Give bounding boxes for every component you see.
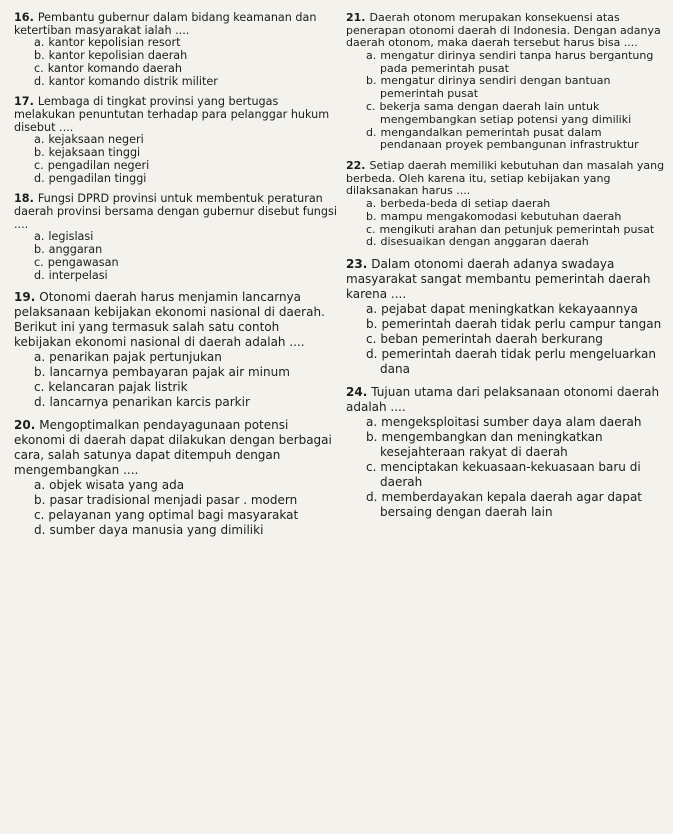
option-label: d. bbox=[34, 74, 45, 88]
question-stem bbox=[14, 193, 338, 231]
option-text: kelancaran pajak listrik bbox=[48, 380, 188, 395]
option-text: interpelasi bbox=[48, 268, 108, 282]
option-list bbox=[34, 231, 338, 282]
option-label: b. bbox=[366, 317, 378, 332]
option-list bbox=[34, 134, 338, 185]
option-label: c. bbox=[34, 508, 45, 523]
option-a[interactable] bbox=[34, 350, 338, 365]
option-c[interactable] bbox=[366, 101, 666, 127]
option-b[interactable] bbox=[366, 430, 666, 460]
option-label: b. bbox=[34, 242, 45, 256]
option-d[interactable] bbox=[366, 236, 666, 249]
question-number: 23. bbox=[346, 257, 368, 272]
option-list bbox=[34, 37, 338, 88]
question-24 bbox=[346, 385, 666, 520]
option-b[interactable] bbox=[34, 365, 338, 380]
option-b[interactable] bbox=[366, 75, 666, 101]
option-label: b. bbox=[366, 209, 377, 223]
question-text: Mengoptimalkan pendayagunaan potensi ekonomi di daerah dapat dilakukan dengan berbagai cara, salah satunya dapat ditempuh dengan mengembangkan .... bbox=[14, 418, 332, 478]
option-a[interactable] bbox=[366, 50, 666, 76]
question-number: 24. bbox=[346, 385, 368, 400]
option-list bbox=[34, 478, 338, 538]
option-d[interactable] bbox=[34, 76, 338, 89]
question-text: Daerah otonom merupakan konsekuensi atas penerapan otonomi daerah di Indonesia. Dengan adanya daerah otonom, maka daerah tersebut harus bisa .... bbox=[346, 11, 661, 50]
question-23 bbox=[346, 257, 666, 377]
option-text: kejaksaan negeri bbox=[48, 133, 144, 147]
option-text: pengadilan negeri bbox=[47, 158, 150, 172]
option-d[interactable] bbox=[366, 490, 666, 520]
option-label: a. bbox=[366, 415, 378, 430]
option-label: a. bbox=[366, 196, 377, 210]
question-17 bbox=[14, 96, 338, 185]
question-16 bbox=[14, 12, 338, 88]
option-label: d. bbox=[34, 523, 46, 538]
option-label: a. bbox=[366, 302, 378, 317]
question-20 bbox=[14, 418, 338, 538]
option-text: mengembangkan dan meningkatkan kesejahteraan rakyat di daerah bbox=[380, 430, 603, 460]
question-stem bbox=[14, 12, 338, 37]
option-text: mengatur dirinya sendiri dengan bantuan pemerintah pusat bbox=[380, 74, 611, 101]
question-stem bbox=[14, 418, 338, 478]
option-text: berbeda-beda di setiap daerah bbox=[380, 196, 551, 210]
option-label: c. bbox=[366, 99, 376, 113]
option-text: legislasi bbox=[48, 230, 94, 244]
question-number: 22. bbox=[346, 159, 366, 173]
option-list bbox=[34, 350, 338, 410]
option-text: sumber daya manusia yang dimiliki bbox=[49, 523, 264, 538]
option-label: c. bbox=[34, 255, 44, 269]
question-18 bbox=[14, 193, 338, 282]
option-text: kantor komando daerah bbox=[47, 61, 182, 75]
option-d[interactable] bbox=[366, 127, 666, 153]
question-number: 20. bbox=[14, 418, 36, 433]
option-list bbox=[366, 415, 666, 520]
option-text: kantor kepolisian daerah bbox=[48, 48, 188, 62]
option-label: d. bbox=[366, 490, 378, 505]
option-label: c. bbox=[366, 460, 377, 475]
question-text: Tujuan utama dari pelaksanaan otonomi daerah adalah .... bbox=[346, 385, 660, 415]
option-label: a. bbox=[34, 133, 45, 147]
option-label: a. bbox=[34, 36, 45, 50]
question-text: Pembantu gubernur dalam bidang keamanan dan ketertiban masyarakat ialah .... bbox=[14, 11, 317, 37]
question-stem bbox=[346, 160, 666, 198]
option-label: a. bbox=[34, 478, 46, 493]
option-c[interactable] bbox=[366, 332, 666, 347]
option-text: pemerintah daerah tidak perlu mengeluarkan dana bbox=[380, 347, 656, 377]
question-number: 21. bbox=[346, 11, 366, 24]
option-label: a. bbox=[366, 48, 377, 62]
question-text: Otonomi daerah harus menjamin lancarnya pelaksanaan kebijakan ekonomi nasional di daerah. Berikut ini yang termasuk salah satu contoh kebijakan ekonomi nasional di daerah adalah .... bbox=[14, 290, 325, 350]
option-label: c. bbox=[366, 222, 376, 236]
option-c[interactable] bbox=[34, 380, 338, 395]
option-label: b. bbox=[366, 74, 377, 88]
option-label: d. bbox=[34, 395, 46, 410]
question-text: Lembaga di tingkat provinsi yang bertugas melakukan penuntutan terhadap para pelanggar hukum disebut .... bbox=[14, 95, 330, 134]
option-label: b. bbox=[34, 365, 46, 380]
option-label: d. bbox=[34, 268, 45, 282]
option-text: objek wisata yang ada bbox=[49, 478, 185, 493]
question-21 bbox=[346, 12, 666, 152]
option-label: b. bbox=[34, 48, 45, 62]
option-text: pelayanan yang optimal bagi masyarakat bbox=[48, 508, 299, 523]
option-text: mengikuti arahan dan petunjuk pemerintah pusat bbox=[379, 222, 655, 236]
option-d[interactable] bbox=[366, 347, 666, 377]
option-text: disesuaikan dengan anggaran daerah bbox=[380, 235, 589, 249]
option-c[interactable] bbox=[34, 508, 338, 523]
option-d[interactable] bbox=[34, 523, 338, 538]
option-d[interactable] bbox=[34, 173, 338, 186]
question-stem bbox=[346, 257, 666, 302]
option-text: kejaksaan tinggi bbox=[48, 145, 141, 159]
option-label: d. bbox=[366, 235, 377, 249]
option-list bbox=[366, 198, 666, 249]
option-text: anggaran bbox=[48, 242, 103, 256]
option-text: pejabat dapat meningkatkan kekayaannya bbox=[381, 302, 638, 317]
option-label: b. bbox=[366, 430, 378, 445]
option-label: b. bbox=[34, 493, 46, 508]
question-text: Dalam otonomi daerah adanya swadaya masyarakat sangat membantu pemerintah daerah karena .... bbox=[346, 257, 651, 302]
option-label: d. bbox=[366, 125, 377, 139]
option-label: c. bbox=[34, 380, 45, 395]
option-label: a. bbox=[34, 230, 45, 244]
right-column bbox=[346, 12, 666, 528]
option-text: menciptakan kekuasaan-kekuasaan baru di daerah bbox=[380, 460, 641, 490]
option-text: pemerintah daerah tidak perlu campur tangan bbox=[381, 317, 662, 332]
option-text: kantor kepolisian resort bbox=[48, 36, 181, 50]
option-label: a. bbox=[34, 350, 46, 365]
option-label: d. bbox=[34, 171, 45, 185]
option-text: kantor komando distrik militer bbox=[48, 74, 218, 88]
option-text: mampu mengakomodasi kebutuhan daerah bbox=[380, 209, 622, 223]
question-stem bbox=[14, 290, 338, 350]
option-d[interactable] bbox=[34, 395, 338, 410]
option-label: b. bbox=[34, 145, 45, 159]
option-label: c. bbox=[366, 332, 377, 347]
option-text: lancarnya penarikan karcis parkir bbox=[49, 395, 250, 410]
option-text: penarikan pajak pertunjukan bbox=[49, 350, 222, 365]
question-text: Setiap daerah memiliki kebutuhan dan masalah yang berbeda. Oleh karena itu, setiap kebijakan yang dilaksanakan harus .... bbox=[346, 159, 665, 198]
question-stem bbox=[346, 385, 666, 415]
option-a[interactable] bbox=[366, 302, 666, 317]
question-stem bbox=[346, 12, 666, 50]
question-text: Fungsi DPRD provinsi untuk membentuk peraturan daerah provinsi bersama dengan gubernur disebut fungsi .... bbox=[14, 192, 337, 231]
question-stem bbox=[14, 96, 338, 134]
question-number: 16. bbox=[14, 11, 34, 24]
option-text: mengeksploitasi sumber daya alam daerah bbox=[381, 415, 642, 430]
option-text: bekerja sama dengan daerah lain untuk mengembangkan setiap potensi yang dimiliki bbox=[379, 99, 632, 126]
option-b[interactable] bbox=[34, 493, 338, 508]
option-text: pasar tradisional menjadi pasar . modern bbox=[49, 493, 298, 508]
question-number: 17. bbox=[14, 95, 34, 109]
option-a[interactable] bbox=[34, 478, 338, 493]
option-list bbox=[366, 302, 666, 377]
option-text: lancarnya pembayaran pajak air minum bbox=[49, 365, 290, 380]
option-label: c. bbox=[34, 61, 44, 75]
option-text: pengawasan bbox=[47, 255, 119, 269]
question-22 bbox=[346, 160, 666, 249]
question-number: 18. bbox=[14, 192, 34, 206]
option-c[interactable] bbox=[366, 460, 666, 490]
option-text: beban pemerintah daerah berkurang bbox=[380, 332, 603, 347]
option-text: mengatur dirinya sendiri tanpa harus bergantung pada pemerintah pusat bbox=[380, 48, 654, 75]
option-text: pengadilan tinggi bbox=[48, 171, 147, 185]
option-a[interactable] bbox=[366, 415, 666, 430]
option-label: d. bbox=[366, 347, 378, 362]
question-19 bbox=[14, 290, 338, 410]
option-text: mengandalkan pemerintah pusat dalam pendanaan proyek pembangunan infrastruktur bbox=[380, 125, 639, 152]
option-list bbox=[366, 50, 666, 152]
question-number: 19. bbox=[14, 290, 36, 305]
option-text: memberdayakan kepala daerah agar dapat bersaing dengan daerah lain bbox=[380, 490, 643, 520]
option-b[interactable] bbox=[366, 317, 666, 332]
left-column bbox=[14, 12, 338, 546]
option-d[interactable] bbox=[34, 270, 338, 283]
option-label: c. bbox=[34, 158, 44, 172]
